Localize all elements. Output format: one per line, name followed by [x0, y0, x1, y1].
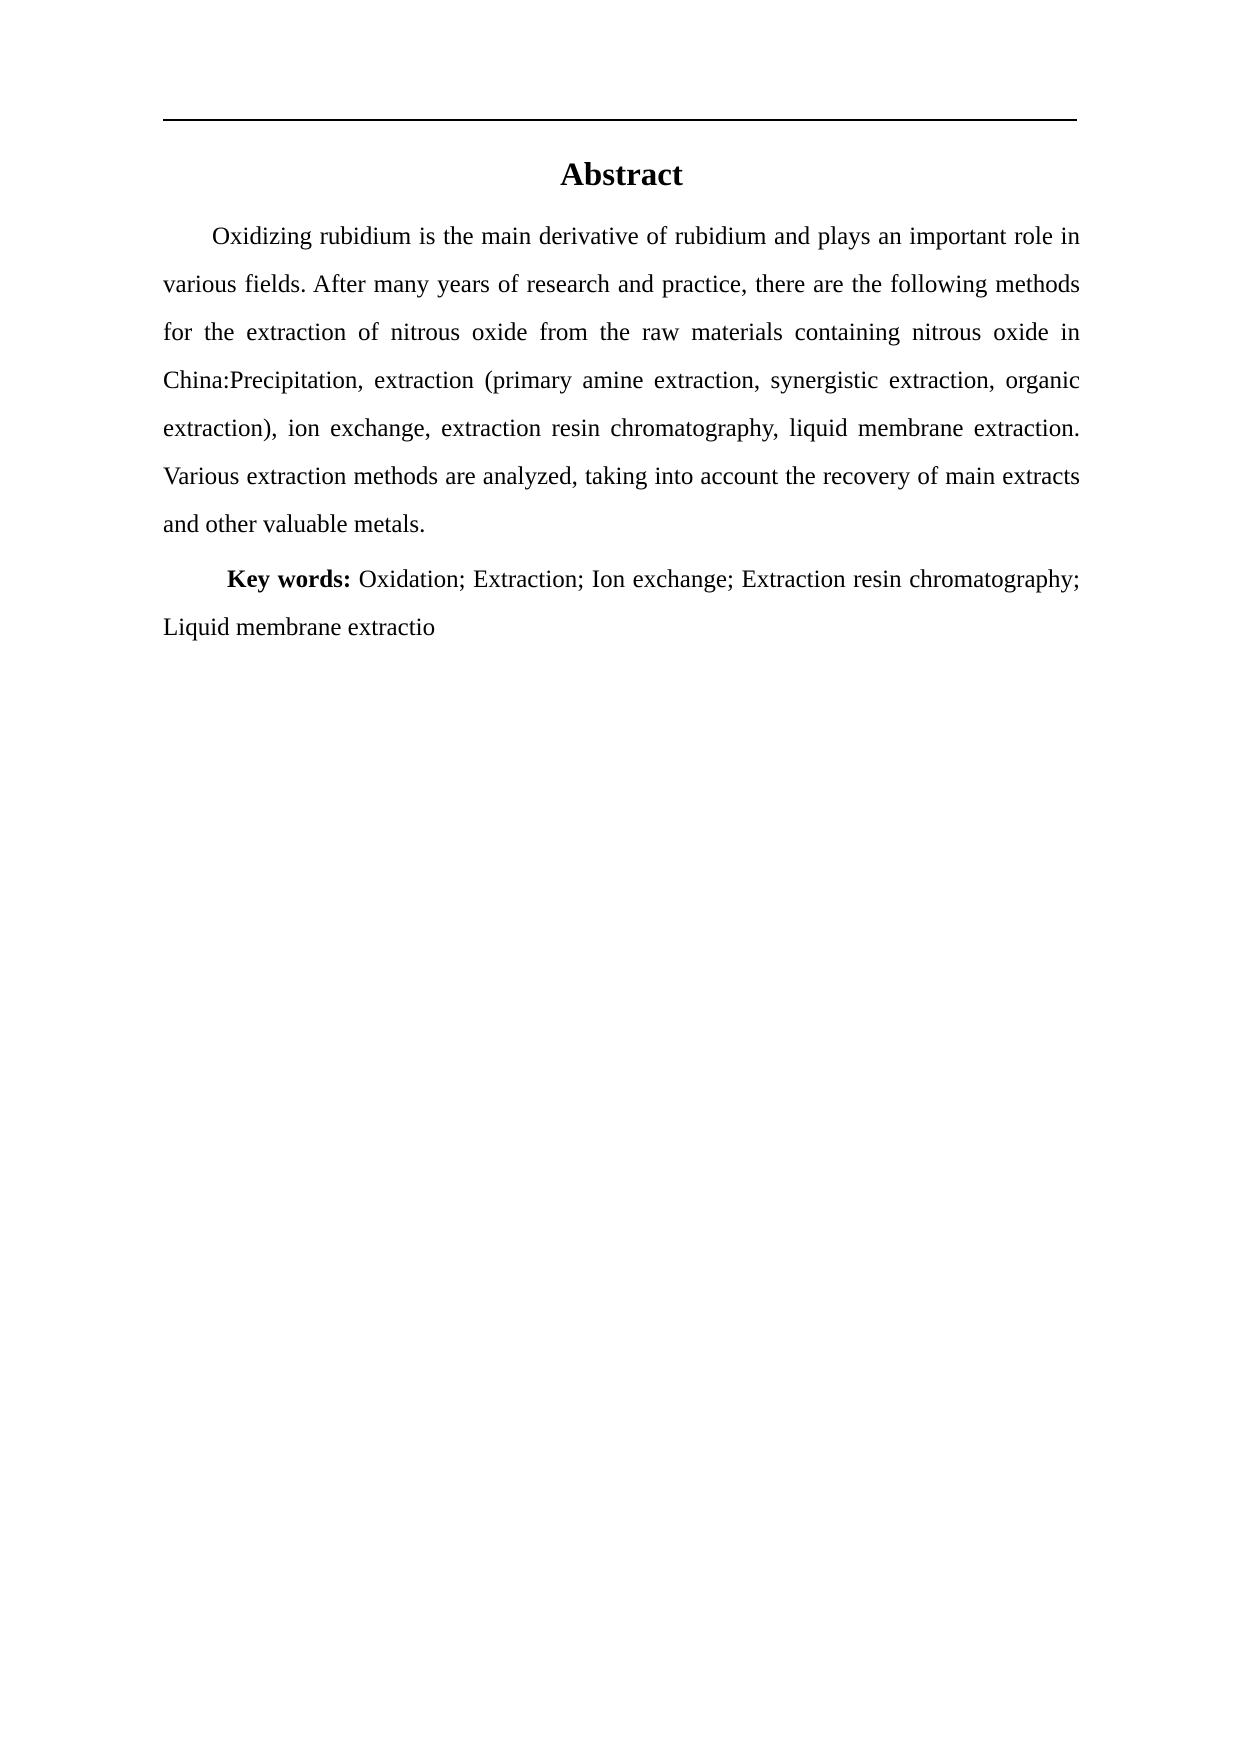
keywords-line: Liquid membrane extractio — [163, 614, 436, 641]
abstract-heading: Abstract — [560, 157, 683, 193]
paragraph-line: various fields. After many years of research and practice, there are the following methods — [163, 271, 1080, 298]
paragraph-line: for the extraction of nitrous oxide from the raw materials containing nitrous oxide in — [163, 319, 1080, 346]
paragraph-line: China:Precipitation, extraction (primary amine extraction, synergistic extraction, organic — [163, 367, 1080, 394]
abstract-paragraph — [163, 213, 1080, 549]
keywords-line — [163, 556, 1080, 604]
paragraph-line: Various extraction methods are analyzed, taking into account the recovery of main extracts — [163, 463, 1080, 490]
paragraph-line: Oxidizing rubidium is the main derivative of rubidium and plays an important role in — [212, 223, 1080, 250]
keywords-list: Oxidation; Extraction; Ion exchange; Extraction resin chromatography; — [351, 566, 1080, 593]
keywords-label: Key words: — [227, 566, 352, 593]
header-divider-rule — [163, 119, 1077, 121]
keywords-paragraph — [163, 556, 1080, 652]
paragraph-line: extraction), ion exchange, extraction resin chromatography, liquid membrane extraction. — [163, 415, 1080, 442]
paragraph-line: and other valuable metals. — [163, 511, 426, 538]
